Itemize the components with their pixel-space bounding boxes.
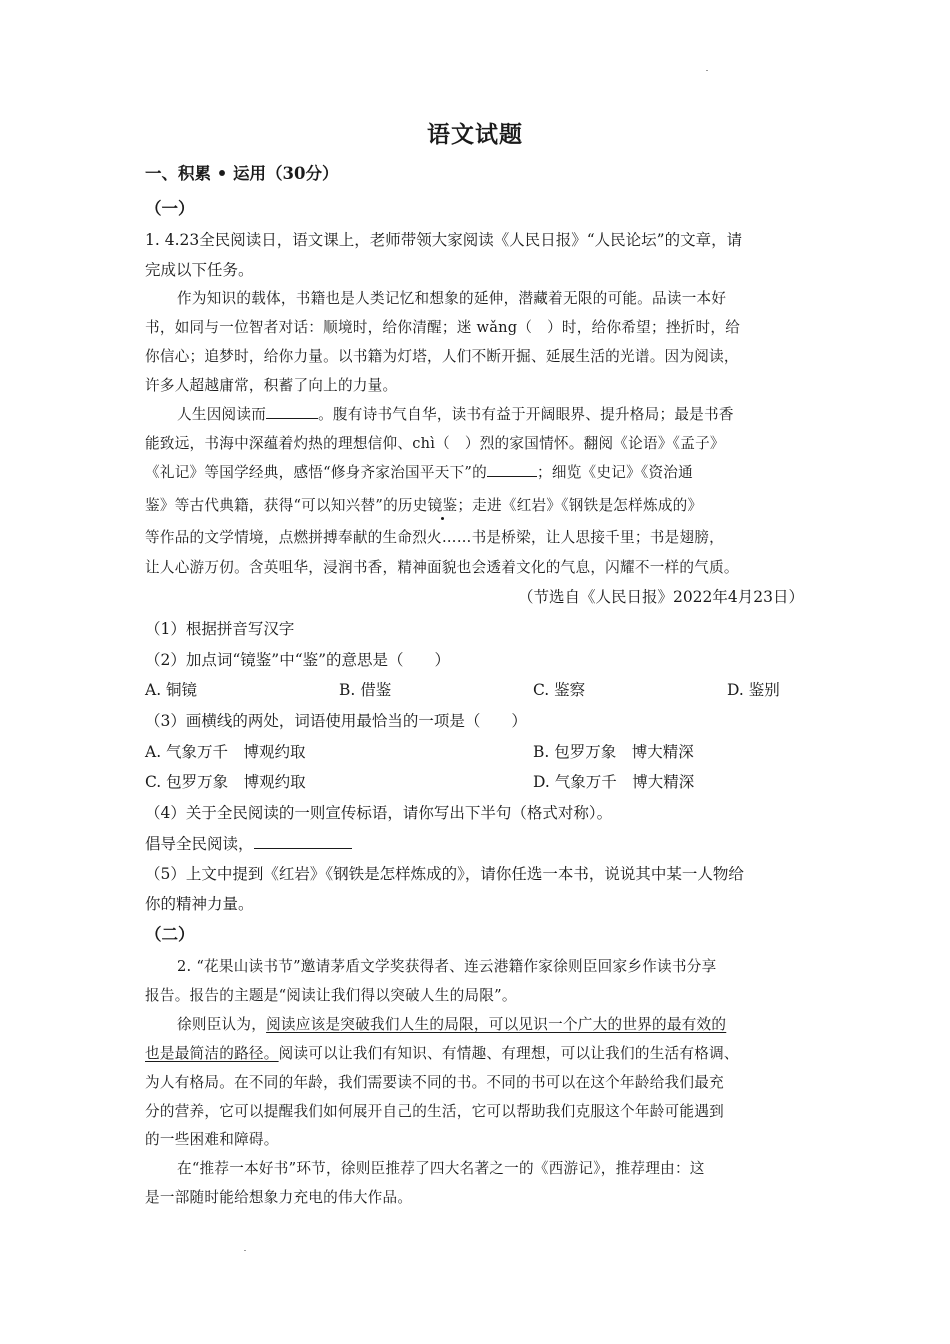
slogan-prefix: 倡导全民阅读， (145, 835, 254, 853)
q2-line: 是一部随时能给想象力充电的伟大作品。 (145, 1189, 413, 1206)
passage-line: 作为知识的载体，书籍也是人类记忆和想象的延伸，潜藏着无限的可能。品读一本好 (177, 290, 727, 307)
option-c[interactable]: C. 包罗万象 博观约取 (145, 773, 306, 791)
passage-text: 。腹有诗书气自华，读书有益于开阔眼界、提升格局；最是书香 (318, 406, 734, 423)
dotted-word-jingjian: 镜鉴 (428, 494, 458, 515)
underlined-sentence: 也是最简洁的路径。 (145, 1045, 279, 1062)
passage-text: ；走进《红岩》《钢铁是怎样炼成的》 (457, 497, 703, 514)
q2-line: 的一些困难和障碍。 (145, 1131, 279, 1148)
option-a[interactable]: A. 铜镜 (145, 681, 198, 699)
option-c[interactable]: C. 鉴察 (533, 681, 586, 699)
q2-line (177, 1013, 726, 1034)
q1-stem-line2: 完成以下任务。 (145, 261, 254, 279)
passage-line (177, 403, 734, 424)
passage-source: （节选自《人民日报》2022年4月23日） (517, 588, 804, 606)
subquestion-4: （4）关于全民阅读的一则宣传标语，请你写出下半句（格式对称）。 (145, 804, 613, 822)
slogan-line (145, 832, 352, 854)
q2-text: 徐则臣认为， (177, 1016, 267, 1033)
passage-line (145, 494, 702, 515)
passage-text: 鉴》等古代典籍，获得“可以知兴替”的历史 (145, 497, 428, 514)
passage-line: 能致远，书海中深蕴着灼热的理想信仰、chì（ ）烈的家国情怀。翻阅《论语》《孟子》 (145, 435, 725, 452)
q2-line: 报告。报告的主题是“阅读让我们得以突破人生的局限”。 (145, 987, 517, 1004)
passage-line: 让人心游万仞。含英咀华，浸润书香，精神面貌也会透着文化的气息，闪耀不一样的气质。 (145, 559, 739, 576)
option-b[interactable]: B. 包罗万象 博大精深 (533, 743, 694, 761)
option-b[interactable]: B. 借鉴 (339, 681, 392, 699)
q2-line: 为人有格局。在不同的年龄，我们需要读不同的书。不同的书可以在这个年龄给我们最充 (145, 1074, 724, 1091)
q2-line: 2. “花果山读书节”邀请茅盾文学奖获得者、连云港籍作家徐则臣回家乡作读书分享 (177, 958, 717, 975)
q2-line: 分的营养，它可以提醒我们如何展开自己的生活，它可以帮助我们克服这个年龄可能遇到 (145, 1103, 724, 1120)
passage-line (145, 461, 693, 482)
q2-line (145, 1042, 739, 1063)
passage-text: 人生因阅读而 (177, 406, 267, 423)
q1-stem-line1: 1. 4.23全民阅读日，语文课上，老师带领大家阅读《人民日报》“人民论坛”的文章，请 (145, 231, 743, 249)
blank-underline-2[interactable] (487, 462, 537, 477)
scan-mark (706, 70, 708, 71)
part-two-heading: （二） (145, 925, 195, 944)
subquestion-5: （5）上文中提到《红岩》《钢铁是怎样炼成的》，请你任选一本书，说说其中某一人物给 (145, 865, 744, 883)
scan-mark (244, 1250, 246, 1251)
underlined-sentence: 阅读应该是突破我们人生的局限，可以见识一个广大的世界的最有效的 (266, 1016, 727, 1033)
passage-line: 许多人超越庸常，积蓄了向上的力量。 (145, 377, 398, 394)
page-title: 语文试题 (427, 121, 523, 148)
subquestion-2: （2）加点词“镜鉴”中“鉴”的意思是（ ） (145, 651, 451, 669)
passage-text: 《礼记》等国学经典，感悟“修身齐家治国平天下”的 (145, 464, 487, 481)
passage-line: 书，如同与一位智者对话：顺境时，给你清醒；迷 wǎng（ ）时，给你希望；挫折时，给 (145, 319, 741, 336)
option-a[interactable]: A. 气象万千 博观约取 (145, 743, 306, 761)
subquestion-3: （3）画横线的两处，词语使用最恰当的一项是（ ） (145, 712, 527, 730)
passage-line: 你信心；追梦时，给你力量。以书籍为灯塔，人们不断开掘、延展生活的光谱。因为阅读， (145, 348, 739, 365)
blank-underline-1[interactable] (266, 404, 318, 419)
subquestion-1: （1）根据拼音写汉字 (145, 620, 295, 638)
passage-text: ；细览《史记》《资治通 (537, 464, 693, 481)
passage-line: 等作品的文学情境，点燃拼搏奉献的生命烈火……书是桥梁，让人思接千里；书是翅膀， (145, 529, 724, 546)
answer-blank[interactable] (254, 834, 352, 849)
option-d[interactable]: D. 鉴别 (727, 681, 780, 699)
option-d[interactable]: D. 气象万千 博大精深 (533, 773, 695, 791)
subquestion-5-cont: 你的精神力量。 (145, 895, 254, 913)
q2-line: 在“推荐一本好书”环节，徐则臣推荐了四大名著之一的《西游记》，推荐理由：这 (177, 1160, 705, 1177)
section-heading: 一、积累 • 运用（30分） (145, 164, 339, 183)
part-one-heading: （一） (145, 199, 195, 218)
q2-text: 阅读可以让我们有知识、有情趣、有理想，可以让我们的生活有格调、 (278, 1045, 739, 1062)
